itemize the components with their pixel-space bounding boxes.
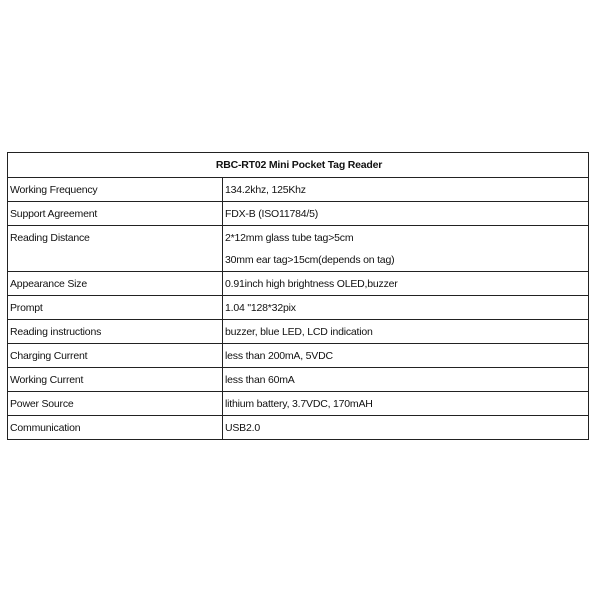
row-value bbox=[223, 344, 589, 368]
value-line: lithium battery, 3.7VDC, 170mAH bbox=[225, 398, 373, 410]
value-line: 1.04 "128*32pix bbox=[225, 302, 296, 314]
value-line: FDX-B (ISO11784/5) bbox=[225, 208, 319, 220]
spec-table bbox=[7, 152, 589, 440]
row-value bbox=[223, 202, 589, 226]
row-label: Charging Current bbox=[8, 344, 223, 368]
value-line: 2*12mm glass tube tag>5cm bbox=[225, 232, 354, 244]
row-label: Reading Distance bbox=[8, 226, 223, 272]
row-value bbox=[223, 178, 589, 202]
table-row bbox=[8, 344, 589, 368]
table-row bbox=[8, 416, 589, 440]
row-label: Appearance Size bbox=[8, 272, 223, 296]
row-value bbox=[223, 392, 589, 416]
row-value bbox=[223, 368, 589, 392]
row-label: Working Current bbox=[8, 368, 223, 392]
table-row bbox=[8, 392, 589, 416]
row-label: Power Source bbox=[8, 392, 223, 416]
value-line: USB2.0 bbox=[225, 422, 260, 434]
table-row bbox=[8, 368, 589, 392]
table-title: RBC-RT02 Mini Pocket Tag Reader bbox=[8, 153, 589, 178]
value-line: 30mm ear tag>15cm(depends on tag) bbox=[225, 254, 395, 266]
table-row bbox=[8, 202, 589, 226]
table-row bbox=[8, 296, 589, 320]
value-line: less than 200mA, 5VDC bbox=[225, 350, 333, 362]
row-value bbox=[223, 296, 589, 320]
table-row bbox=[8, 272, 589, 296]
table-row bbox=[8, 320, 589, 344]
value-line: 134.2khz, 125Khz bbox=[225, 184, 306, 196]
row-value bbox=[223, 416, 589, 440]
row-value bbox=[223, 320, 589, 344]
value-line: buzzer, blue LED, LCD indication bbox=[225, 326, 373, 338]
row-label: Support Agreement bbox=[8, 202, 223, 226]
row-label: Reading instructions bbox=[8, 320, 223, 344]
row-value bbox=[223, 272, 589, 296]
value-line: less than 60mA bbox=[225, 374, 295, 386]
table-row bbox=[8, 226, 589, 272]
table-row bbox=[8, 178, 589, 202]
value-line: 0.91inch high brightness OLED,buzzer bbox=[225, 278, 398, 290]
table-title-row bbox=[8, 153, 589, 178]
row-label: Prompt bbox=[8, 296, 223, 320]
row-label: Working Frequency bbox=[8, 178, 223, 202]
row-value bbox=[223, 226, 589, 272]
row-label: Communication bbox=[8, 416, 223, 440]
